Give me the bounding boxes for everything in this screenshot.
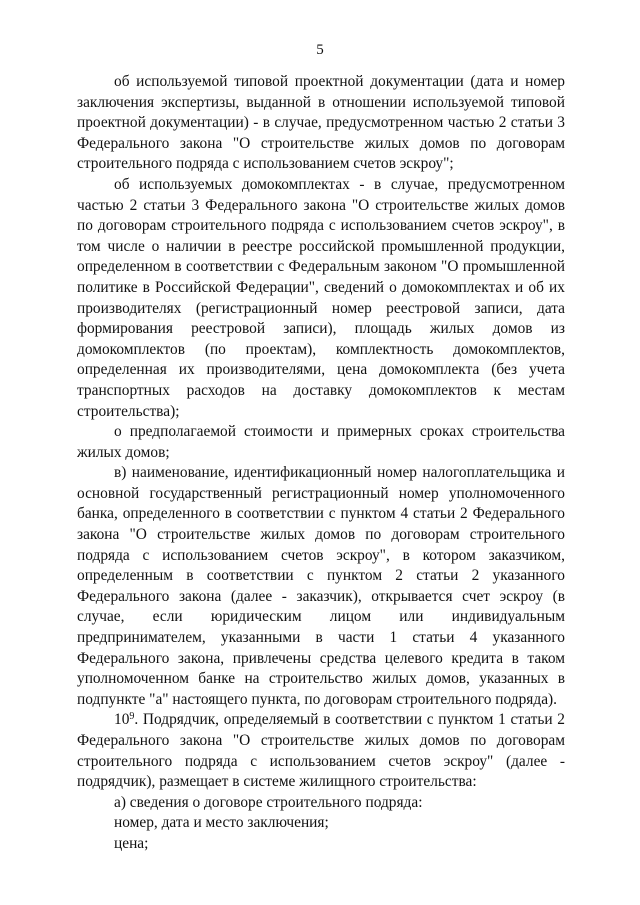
- paragraph-item-10-9: [77, 710, 565, 792]
- line-price: цена;: [114, 834, 149, 852]
- document-body: [77, 72, 565, 855]
- line-number-date-place: номер, дата и место заключения;: [114, 814, 329, 832]
- paragraph-typical-design-docs: об используемой типовой проектной документации (дата и номер заключения экспертизы, выданной в отношении используемой типовой проектной документации) - в случае, предусмотренном частью 2 статьи 3 Федерального закона "О строительстве жилых домов по договорам строительного подряда с использованием счетов эскроу";: [77, 73, 565, 173]
- paragraph-cost-and-terms: о предполагаемой стоимости и примерных сроках строительства жилых домов;: [77, 423, 565, 461]
- item-superscript: 9: [129, 711, 135, 723]
- line-contract-info: а) сведения о договоре строительного подряда:: [114, 793, 423, 811]
- item-text: . Подрядчик, определяемый в соответствии с пунктом 1 статьи 2 Федерального закона "О строительстве жилых домов по договорам строительного подряда с использованием счетов эскроу" (далее - подрядчик), размещает в системе жилищного строительства:: [77, 711, 565, 791]
- paragraph-house-kits: об используемых домокомплектах - в случае, предусмотренном частью 2 статьи 3 Федерального закона "О строительстве жилых домов по договорам строительного подряда с использованием счетов эскроу", в том числе о наличии в реестре российской промышленной продукции, определенном в соответствии с Федеральным законом "О промышленной политике в Российской Федерации", сведений о домокомплектах и об их производителях (регистрационный номер реестровой записи, дата формирования реестровой записи), площадь жилых домов из домокомплектов (по проектам), комплектность домокомплектов, определенная их производителями, цена домокомплекта (без учета транспортных расходов на доставку домокомплектов к местам строительства);: [77, 175, 565, 420]
- paragraph-item-v-bank: в) наименование, идентификационный номер налогоплательщика и основной государственный регистрационный номер уполномоченного банка, определенного в соответствии с пунктом 4 статьи 2 Федерального закона "О строительстве жилых домов по договорам строительного подряда с использованием счетов эскроу", в котором заказчиком, определенным в соответствии с пунктом 2 статьи 2 указанного Федерального закона (далее - заказчик), открывается счет эскроу (в случае, если юридическим лицом или индивидуальным предпринимателем, указанными в части 1 статьи 4 указанного Федерального закона, привлечены средства целевого кредита в таком уполномоченном банке на строительство жилых домов, указанных в подпункте "а" настоящего пункта, по договорам строительного подряда).: [77, 464, 565, 708]
- item-number: 10: [114, 711, 130, 729]
- page-number: 5: [316, 42, 324, 58]
